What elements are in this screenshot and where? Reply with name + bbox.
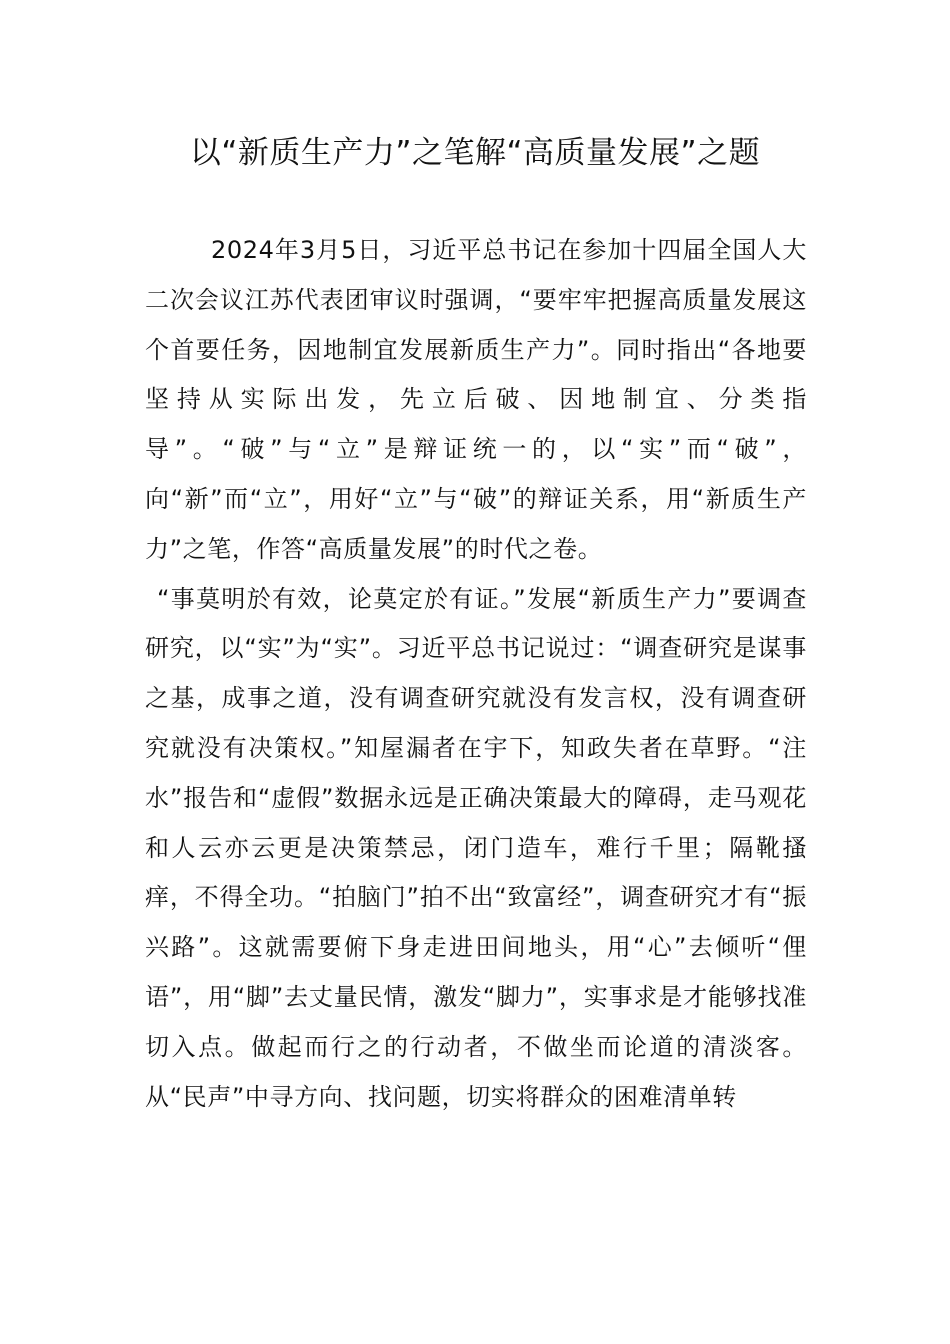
document-title: 以“新质生产力”之笔解“高质量发展”之题 — [189, 135, 761, 171]
document-body — [145, 226, 807, 1122]
paragraph-1: 2024年3月5日，习近平总书记在参加十四届全国人大二次会议江苏代表团审议时强调，“要牢牢把握高质量发展这个首要任务，因地制宜发展新质生产力”。同时指出“各地要坚持从实际出发，先立后破、因地制宜、分类指导”。“破”与“立”是辩证统一的，以“实”而“破”，向“新”而“立”，用好“立”与“破”的辩证关系，用“新质生产力”之笔，作答“高质量发展”的时代之卷。 — [145, 236, 807, 563]
paragraph-2: “事莫明於有效，论莫定於有证。”发展“新质生产力”要调查研究，以“实”为“实”。习近平总书记说过：“调查研究是谋事之基，成事之道，没有调查研究就没有发言权，没有调查研究就没有决策权。”知屋漏者在宇下，知政失者在草野。“注水”报告和“虚假”数据永远是正确决策最大的障碍，走马观花和人云亦云更是决策禁忌，闭门造车，难行千里；隔靴搔痒，不得全功。“拍脑门”拍不出“致富经”，调查研究才有“振兴路”。这就需要俯下身走进田间地头，用“心”去倾听“俚语”，用“脚”去丈量民情，激发“脚力”，实事求是才能够找准切入点。做起而行之的行动者，不做坐而论道的清淡客。从“民声”中寻方向、找问题，切实将群众的困难清单转 — [145, 584, 807, 1111]
